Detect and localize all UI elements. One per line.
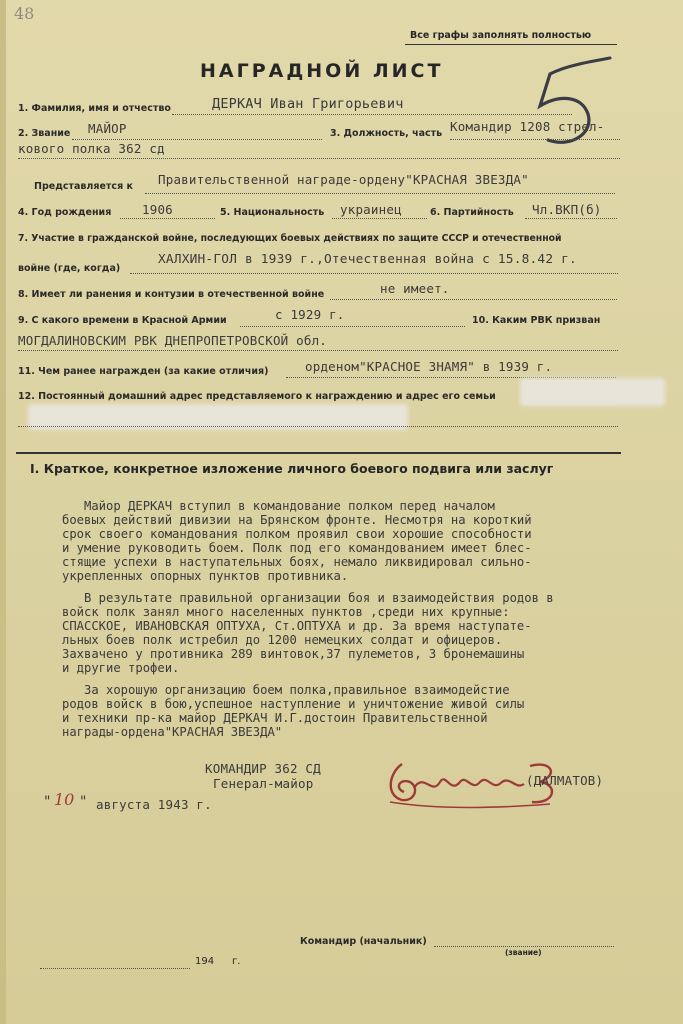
redacted-address-a xyxy=(520,378,665,406)
field-8-line xyxy=(330,299,617,300)
field-3-label: 3. Должность, часть xyxy=(330,128,443,139)
field-4-label: 4. Год рождения xyxy=(18,207,112,218)
field-1-value: ДЕРКАЧ Иван Григорьевич xyxy=(212,96,404,112)
year-label: 194 xyxy=(195,956,215,967)
date-line-footer-a xyxy=(40,968,190,969)
field-3-value-b: кового полка 362 сд xyxy=(18,141,165,156)
field-12-line-b xyxy=(18,426,618,427)
field-11-value: орденом"КРАСНОЕ ЗНАМЯ" в 1939 г. xyxy=(305,359,553,374)
field-3-line-b xyxy=(18,158,620,159)
field-10-label: 10. Каким РВК призван xyxy=(472,315,601,326)
date-close-quote: " xyxy=(80,794,87,810)
field-10-line xyxy=(18,350,618,351)
field-7-label-a: 7. Участие в гражданской войне, последующих боевых действиях по защите СССР и отечественной xyxy=(18,233,562,244)
body-line-10: льных боев полк истребил до 1200 немецких солдат и офицеров. xyxy=(62,633,503,647)
field-6-value: Чл.ВКП(б) xyxy=(532,202,602,217)
body-line-9: СПАССКОЕ, ИВАНОВСКАЯ ОПТУХА, Ст.ОПТУХА и др. За время наступате- xyxy=(62,619,532,633)
date-day: 10 xyxy=(54,790,75,809)
page-title: НАГРАДНОЙ ЛИСТ xyxy=(200,60,444,82)
field-2-value: МАЙОР xyxy=(88,121,127,136)
field-1-label: 1. Фамилия, имя и отчество xyxy=(18,103,171,114)
body-line-12: и другие трофеи. xyxy=(62,661,180,675)
body-line-6: укрепленных опорных пунктов противника. xyxy=(62,569,349,583)
corner-mark: 48 xyxy=(14,4,35,23)
section-title: I. Краткое, конкретное изложение личного боевого подвига или заслуг xyxy=(30,461,554,476)
field-9-label: 9. С какого времени в Красной Армии xyxy=(18,315,227,326)
field-1-line xyxy=(172,114,572,115)
present-line xyxy=(145,193,615,194)
body-line-11: Захвачено у противника 289 винтовок,37 пулеметов, 3 бронемашины xyxy=(62,647,525,661)
field-6-label: 6. Партийность xyxy=(430,207,514,218)
field-4-line xyxy=(120,218,215,219)
field-2-label: 2. Звание xyxy=(18,128,71,139)
field-9-value: с 1929 г. xyxy=(275,307,345,322)
field-6-line xyxy=(525,218,617,219)
signatory-name: (ДАЛМАТОВ) xyxy=(526,773,604,788)
date-open-quote: " xyxy=(44,794,51,810)
handwritten-number-text xyxy=(560,60,561,61)
body-line-15: и техники пр-ка майор ДЕРКАЧ И.Г.достоин Правительственной xyxy=(62,711,488,725)
field-2-line xyxy=(72,139,322,140)
field-7-label-b: войне (где, когда) xyxy=(18,263,121,274)
rank-label: (звание) xyxy=(505,948,542,957)
field-12-label: 12. Постоянный домашний адрес представляемого к награждению и адрес его семьи xyxy=(18,391,496,402)
present-value: Правительственной награде-ордену"КРАСНАЯ ЗВЕЗДА" xyxy=(158,172,529,187)
field-9-line xyxy=(240,326,465,327)
field-3-line-a xyxy=(450,139,620,140)
field-11-label: 11. Чем ранее награжден (за какие отличия) xyxy=(18,366,269,377)
body-line-16: награды-ордена"КРАСНАЯ ЗВЕЗДА" xyxy=(62,725,283,739)
date-rest: августа 1943 г. xyxy=(96,797,212,812)
body-line-4: и умение руководить боем. Полк под его командованием имеет блес- xyxy=(62,541,532,555)
body-line-14: родов войск в бою,успешное наступление и уничтожение живой силы xyxy=(62,697,525,711)
signatory-title-a: КОМАНДИР 362 СД xyxy=(205,761,321,776)
field-4-value: 1906 xyxy=(142,202,173,217)
body-line-8: войск полк занял много населенных пунктов ,среди них крупные: xyxy=(62,605,510,619)
field-10-value: МОГДАЛИНОВСКИМ РВК ДНЕПРОПЕТРОВСКОЙ обл. xyxy=(18,333,328,348)
field-5-value: украинец xyxy=(340,202,402,217)
body-line-3: срок своего командования полком проявил свои хорошие способности xyxy=(62,527,532,541)
body-line-13: За хорошую организацию боем полка,правильное взаимодейстие xyxy=(84,683,510,697)
field-5-label: 5. Национальность xyxy=(220,207,325,218)
paper-edge xyxy=(0,0,6,1024)
field-8-label: 8. Имеет ли ранения и контузии в отечественной войне xyxy=(18,289,325,300)
header-note: Все графы заполнять полностью xyxy=(410,30,592,41)
body-line-5: стящие успехи в наступательных боях, немало ликвидировал сильно- xyxy=(62,555,532,569)
field-5-line xyxy=(332,218,427,219)
body-line-7: В результате правильной организации боя и взаимодействия родов в xyxy=(84,591,554,605)
signatory-title-b: Генерал-майор xyxy=(213,776,314,791)
field-7-line xyxy=(130,273,618,274)
field-8-value: не имеет. xyxy=(380,281,450,296)
commander-label: Командир (начальник) xyxy=(300,936,427,947)
field-3-value-a: Командир 1208 стрел- xyxy=(450,119,605,134)
commander-line xyxy=(434,946,614,947)
body-line-2: боевых действий дивизии на Брянском фронте. Несмотря на короткий xyxy=(62,513,532,527)
body-line-1: Майор ДЕРКАЧ вступил в командование полком перед началом xyxy=(84,499,495,513)
section-divider xyxy=(16,452,621,454)
year-suffix: г. xyxy=(232,956,241,967)
present-label: Представляется к xyxy=(34,181,133,192)
field-7-value: ХАЛХИН-ГОЛ в 1939 г.,Отечественная война с 15.8.42 г. xyxy=(158,252,577,267)
handwritten-number-five xyxy=(520,44,620,154)
